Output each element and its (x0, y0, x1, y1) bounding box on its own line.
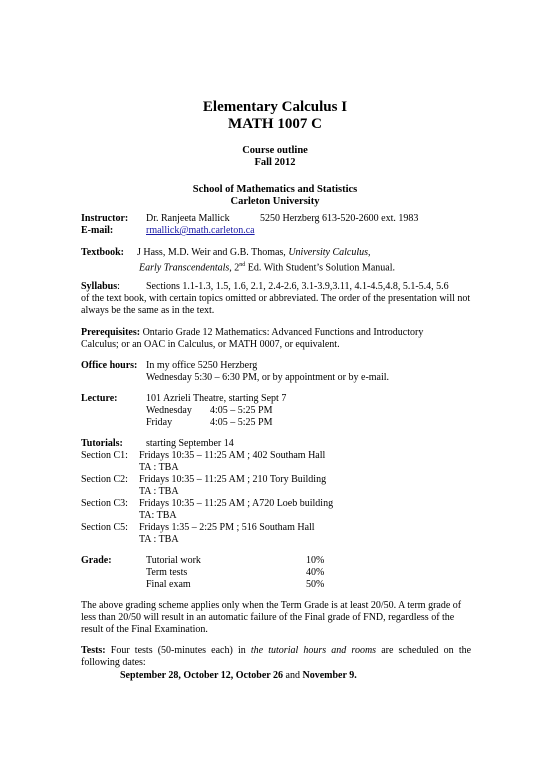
tutorial-section-name: Section C2: (81, 474, 128, 485)
course-code: MATH 1007 C (228, 116, 322, 132)
email-link[interactable]: rmallick@math.carleton.ca (146, 225, 255, 236)
syllabus-colon: : (117, 281, 120, 292)
prerequisites-text-line2: Calculus; or an OAC in Calculus, or MATH 0007, or equivalent. (81, 339, 340, 350)
grade-item: Final exam (146, 579, 191, 590)
tutorial-section-ta: TA : TBA (139, 462, 179, 473)
tutorials-start: starting September 14 (146, 438, 234, 449)
lecture-label: Lecture: (81, 393, 118, 404)
textbook-edition-rest: Ed. With Student’s Solution Manual. (247, 262, 395, 274)
tests-text-c: are scheduled on the following dates: (81, 645, 472, 669)
textbook-title-part2: Early Transcendentals, (139, 262, 232, 274)
email-label: E-mail: (81, 225, 114, 236)
course-title: Elementary Calculus I (202, 99, 348, 115)
lecture-day-2: Friday (146, 417, 173, 428)
lecture-location: 101 Azrieli Theatre, starting Sept 7 (146, 393, 287, 404)
prerequisites-text-line1: Ontario Grade 12 Mathematics: Advanced Functions and Introductory (142, 327, 424, 338)
lecture-time-1: 4:05 – 5:25 PM (210, 405, 273, 416)
office-hours-time: Wednesday 5:30 – 6:30 PM, or by appointment or by e-mail. (146, 372, 390, 383)
tests-paragraph (81, 645, 471, 669)
syllabus-row (81, 281, 120, 293)
tutorial-section-time: Fridays 10:35 – 11:25 AM ; 210 Tory Building (139, 474, 327, 485)
tutorials-label: Tutorials: (81, 438, 123, 449)
tutorial-section-name: Section C5: (81, 522, 128, 533)
instructor-label: Instructor: (81, 213, 129, 224)
textbook-row-2 (139, 259, 395, 274)
school-name: School of Mathematics and Statistics (192, 184, 358, 195)
office-hours-label: Office hours: (81, 360, 138, 371)
tutorial-section-time: Fridays 10:35 – 11:25 AM ; A720 Loeb building (139, 498, 334, 509)
textbook-row (81, 247, 371, 259)
lecture-day-1: Wednesday (146, 405, 192, 416)
prerequisites-row (81, 327, 423, 339)
tests-text-b: the tutorial hours and rooms (250, 645, 377, 656)
tutorial-section-ta: TA : TBA (139, 534, 179, 545)
syllabus-label: Syllabus (81, 281, 118, 292)
test-dates-b: November 9. (302, 670, 357, 681)
prerequisites-label: Prerequisites: (81, 327, 141, 338)
instructor-name: Dr. Ranjeeta Mallick (146, 213, 230, 224)
textbook-title-part1: University Calculus, (288, 247, 371, 258)
tutorial-section-ta: TA: TBA (139, 510, 177, 521)
grade-note: The above grading scheme applies only when the Term Grade is at least 20/50. A term grade of less than 20/50 will result in an automatic failure of the Final grade of FND, regardless of the result of the Final Examination. (81, 600, 462, 636)
tutorial-section-time: Fridays 10:35 – 11:25 AM ; 402 Southam Hall (139, 450, 326, 461)
lecture-time-2: 4:05 – 5:25 PM (210, 417, 273, 428)
syllabus-sections: Sections 1.1-1.3, 1.5, 1.6, 2.1, 2.4-2.6, 3.1-3.9,3.11, 4.1-4.5,4.8, 5.1-5.4, 5.6 (146, 281, 449, 292)
grade-item: Term tests (146, 567, 188, 578)
university-name: Carleton University (230, 196, 320, 207)
term-heading: Fall 2012 (254, 157, 296, 168)
grade-item: Tutorial work (146, 555, 201, 566)
grade-weight: 40% (306, 567, 325, 578)
tests-text-a: Four tests (50-minutes each) in (110, 645, 246, 656)
tests-label: Tests: (81, 645, 106, 656)
grade-weight: 50% (306, 579, 325, 590)
grade-weight: 10% (306, 555, 325, 566)
test-dates-a: September 28, October 12, October 26 (120, 670, 284, 681)
tutorial-section-name: Section C3: (81, 498, 128, 509)
test-dates (120, 670, 357, 682)
grade-label: Grade: (81, 555, 112, 566)
office-hours-location: In my office 5250 Herzberg (146, 360, 258, 371)
syllabus-text: of the text book, with certain topics omitted or abbreviated. The order of the presentation will not always be the same as in the text. (81, 293, 471, 317)
tutorial-section-time: Fridays 1:35 – 2:25 PM ; 516 Southam Hall (139, 522, 315, 533)
tutorial-section-name: Section C1: (81, 450, 128, 461)
textbook-edition-sup: nd (239, 262, 246, 268)
textbook-label: Textbook: (81, 247, 124, 258)
textbook-authors: J Hass, M.D. Weir and G.B. Thomas, (136, 247, 286, 258)
instructor-office: 5250 Herzberg 613-520-2600 ext. 1983 (260, 213, 419, 224)
test-dates-and: and (285, 670, 300, 681)
outline-heading: Course outline (242, 145, 308, 156)
textbook-edition: 2 (234, 262, 240, 274)
tutorial-section-ta: TA : TBA (139, 486, 179, 497)
